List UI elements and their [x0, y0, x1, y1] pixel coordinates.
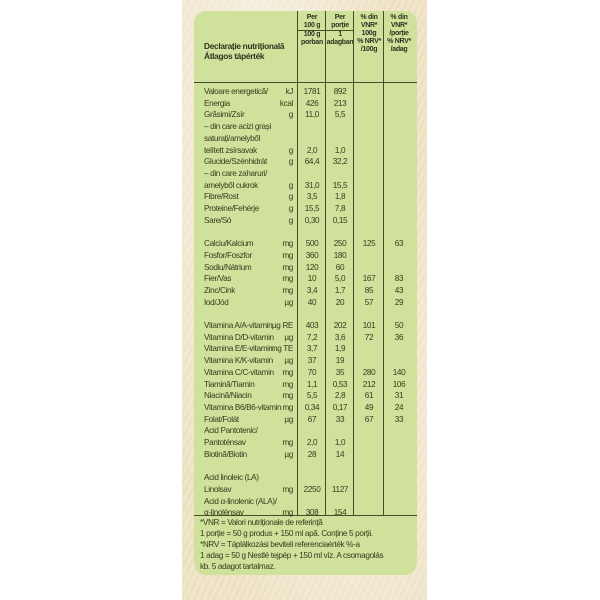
value-per-portion: 154 — [333, 508, 347, 518]
nutrient-label: Linolsav — [204, 484, 232, 494]
value-per-portion: 60 — [335, 262, 345, 272]
header-nrv-portion: % din VNR* /porție % NRV* /adag — [387, 14, 411, 53]
value-per-100g: 1781 — [303, 87, 321, 96]
table-row — [194, 204, 417, 214]
value-per-100g: 67 — [307, 414, 317, 424]
nrv-per-portion: 63 — [394, 239, 404, 249]
nutrient-unit: mg — [282, 391, 293, 401]
nutrient-label: Valoare energetică/ — [204, 87, 268, 96]
nutrient-label: Acid α-linolenic (ALA)/ — [204, 496, 277, 506]
nrv-per-100g: 72 — [364, 332, 374, 342]
nutrient-unit: µg — [284, 297, 293, 307]
nutrient-unit: g — [288, 215, 293, 225]
nutrient-label: Pantoténsav — [204, 438, 246, 447]
value-per-portion: 32,2 — [332, 157, 348, 167]
value-per-portion: 2,8 — [334, 391, 346, 401]
value-per-100g: 3,7 — [306, 344, 318, 354]
nutrient-label: Folat/Folát — [204, 414, 239, 424]
footnote-portion-ro: 1 porție = 50 g produs + 150 ml apă. Conține 5 porții. — [200, 529, 373, 538]
table-row — [194, 298, 417, 308]
value-per-100g: 1,1 — [306, 379, 318, 389]
nutrient-unit: mg — [282, 484, 293, 494]
nrv-per-portion: 36 — [394, 332, 404, 342]
table-row — [194, 344, 417, 354]
table-row — [194, 438, 417, 448]
nutrient-label: Glucide/Szénhidrát — [204, 157, 267, 167]
table-row — [194, 99, 417, 109]
table-row — [194, 485, 417, 495]
value-per-100g: 2,0 — [306, 145, 318, 155]
footnote-nrv: *NRV = Táplálkozási beviteli referenciaérték %-a — [200, 540, 360, 549]
table-row — [194, 134, 417, 144]
value-per-100g: 15,5 — [304, 204, 320, 213]
value-per-portion: 0,15 — [332, 215, 348, 225]
value-per-100g: 3,5 — [306, 192, 318, 202]
nrv-per-portion: 43 — [394, 285, 404, 295]
nrv-per-100g: 49 — [364, 402, 374, 412]
title-romanian: Declarație nutrițională — [204, 41, 285, 51]
nrv-per-portion: 31 — [394, 391, 404, 401]
value-per-100g: 11,0 — [305, 110, 319, 120]
nrv-per-100g: 61 — [364, 391, 374, 401]
nutrient-label: α-linolénsav — [204, 508, 244, 518]
footnote-vnr: *VNR = Valori nutriționale de referință — [200, 518, 323, 527]
table-row — [194, 192, 417, 202]
table-row — [194, 461, 417, 471]
nutrient-label: Vitamina D/D-vitamin — [204, 332, 274, 342]
value-per-100g: 64,4 — [304, 157, 320, 167]
table-row — [194, 380, 417, 390]
value-per-portion: 0,53 — [332, 379, 348, 389]
nutrient-label: telített zsírsavak — [204, 145, 257, 155]
header-per-100g: Per 100 g 100 g porban — [298, 14, 326, 47]
table-row — [194, 333, 417, 343]
value-per-portion: 20 — [335, 297, 345, 307]
nrv-per-100g: 280 — [362, 367, 376, 377]
table-row — [194, 426, 417, 436]
table-row — [194, 239, 417, 249]
nutrient-unit: µg — [284, 414, 293, 424]
nutrient-unit: g — [288, 145, 293, 155]
value-per-100g: 403 — [305, 321, 319, 330]
nutrition-panel — [194, 11, 417, 575]
nutrient-label: Grăsimi/Zsír — [204, 110, 245, 120]
nutrient-unit: g — [288, 204, 293, 213]
table-row — [194, 450, 417, 460]
nutrient-unit: g — [288, 192, 293, 202]
nutrient-label: Vitamina E/E-vitamin — [204, 344, 273, 354]
nutrient-label: Vitamina B6/B6-vitamin — [204, 402, 282, 412]
nutrient-unit: mg — [282, 239, 293, 249]
value-per-portion: 15,5 — [332, 180, 348, 190]
nutrient-unit: mg — [282, 438, 293, 447]
value-per-100g: 308 — [305, 508, 319, 518]
table-row — [194, 403, 417, 413]
table-row — [194, 169, 417, 179]
nutrient-label: Biotină/Biotin — [204, 449, 247, 459]
nrv-per-100g: 67 — [364, 414, 374, 424]
value-per-100g: 40 — [307, 297, 317, 307]
nrv-per-100g: 212 — [362, 379, 376, 389]
value-per-portion: 14 — [335, 449, 345, 459]
nutrient-label: Iod/Jód — [204, 297, 229, 307]
value-per-100g: 0,30 — [304, 215, 320, 225]
table-row — [194, 122, 417, 132]
table-row — [194, 227, 417, 237]
nrv-per-portion: 140 — [392, 367, 406, 377]
table-row — [194, 356, 417, 366]
table-row — [194, 216, 417, 226]
value-per-100g: 2250 — [303, 484, 321, 494]
table-row — [194, 251, 417, 261]
table-row — [194, 110, 417, 120]
header-nrv-100g: % din VNR* 100g % NRV* /100g — [357, 14, 381, 53]
value-per-100g: 500 — [305, 239, 319, 249]
nrv-per-100g: 125 — [362, 239, 376, 249]
table-row — [194, 146, 417, 156]
table-row — [194, 181, 417, 191]
nrv-per-portion: 50 — [394, 321, 404, 330]
value-per-portion: 1,0 — [334, 438, 346, 447]
value-per-portion: 250 — [333, 239, 347, 249]
table-row — [194, 263, 417, 273]
value-per-portion: 892 — [333, 87, 347, 96]
value-per-portion: 5,5 — [334, 110, 346, 120]
table-row — [194, 415, 417, 425]
footnote-portion-hu: 1 adag = 50 g Nestlé tejpép + 150 ml víz. A csomagolás — [200, 551, 384, 560]
value-per-100g: 0,34 — [304, 402, 320, 412]
table-row — [194, 87, 417, 97]
table-row — [194, 286, 417, 296]
value-per-portion: 202 — [333, 321, 347, 330]
nutrient-unit: g — [288, 180, 293, 190]
nutrient-unit: µg RE — [271, 321, 293, 330]
value-per-100g: 360 — [305, 250, 319, 260]
nutrient-label: Fier/Vas — [204, 274, 232, 284]
footnote-package: kb. 5 adagot tartalmaz. — [200, 562, 276, 571]
nutrient-label: Proteine/Fehérje — [204, 204, 259, 213]
nutrient-label: Calciu/Kalcium — [204, 239, 254, 249]
nutrient-label: Vitamina A/A-vitamin — [204, 321, 273, 330]
value-per-portion: 1,8 — [334, 192, 346, 202]
table-row — [194, 274, 417, 284]
nutrient-unit: kcal — [279, 98, 293, 108]
nutrient-label: Acid linoleic (LA) — [204, 473, 259, 483]
nrv-per-portion: 24 — [394, 402, 404, 412]
nrv-per-portion: 29 — [394, 297, 404, 307]
nutrient-label: Tiamină/Tiamin — [204, 379, 255, 389]
value-per-100g: 120 — [305, 262, 319, 272]
value-per-portion: 35 — [335, 367, 345, 377]
nutrient-label: Zinc/Cink — [204, 285, 235, 295]
nutrient-label: Acid Pantotenic/ — [204, 426, 258, 436]
value-per-100g: 5,5 — [306, 391, 318, 401]
nutrient-unit: mg — [282, 379, 293, 389]
header-per-portion: Per porție 1 adagban — [326, 14, 354, 46]
nutrient-label: Vitamina C/C-vitamin — [204, 367, 274, 377]
nutrient-label: Fosfor/Foszfor — [204, 250, 252, 260]
nutrient-unit: g — [288, 157, 293, 167]
value-per-portion: 7,8 — [334, 204, 346, 213]
value-per-portion: 0,17 — [332, 402, 348, 412]
nutrient-unit: mg TE — [270, 344, 293, 354]
value-per-portion: 1127 — [331, 484, 349, 494]
nrv-per-portion: 33 — [394, 414, 404, 424]
table-row — [194, 473, 417, 483]
value-per-portion: 3,6 — [334, 332, 346, 342]
nutrient-unit: mg — [282, 262, 293, 272]
nrv-per-100g: 57 — [364, 297, 374, 307]
value-per-portion: 1,7 — [334, 285, 346, 295]
title-hungarian: Átlagos tápérték — [204, 50, 265, 61]
nutrient-unit: mg — [282, 285, 293, 295]
value-per-portion: 1,9 — [334, 344, 346, 354]
nutrient-unit: mg — [282, 508, 293, 518]
value-per-100g: 31,0 — [304, 180, 320, 190]
nutrient-unit: g — [288, 110, 293, 120]
nrv-per-100g: 101 — [362, 321, 376, 330]
nutrient-unit: kJ — [285, 87, 293, 96]
nrv-per-portion: 106 — [392, 379, 406, 389]
table-row — [194, 497, 417, 507]
nrv-per-100g: 85 — [364, 285, 374, 295]
table-row — [194, 391, 417, 401]
nutrient-label: – din care acizi grași — [204, 122, 271, 132]
table-row — [194, 157, 417, 167]
value-per-100g: 426 — [305, 98, 319, 108]
nutrient-label: Sodiu/Nátrium — [204, 262, 252, 272]
nutrient-label: – din care zaharuri/ — [204, 168, 268, 178]
nutrient-label: amelyből cukrok — [204, 180, 258, 190]
value-per-portion: 19 — [335, 356, 345, 366]
nutrient-unit: mg — [282, 367, 293, 377]
nutrient-unit: mg — [282, 274, 293, 284]
value-per-portion: 5,0 — [334, 274, 346, 284]
nutrient-unit: µg — [284, 332, 293, 342]
table-title — [204, 42, 292, 61]
nutrient-label: Vitamina K/K-vitamin — [204, 356, 273, 366]
footnotes — [194, 515, 417, 575]
value-per-100g: 70 — [307, 367, 317, 377]
value-per-portion: 180 — [333, 250, 347, 260]
value-per-100g: 37 — [307, 356, 317, 366]
value-per-100g: 28 — [307, 449, 317, 459]
value-per-100g: 10 — [307, 274, 317, 284]
value-per-100g: 3,4 — [306, 285, 318, 295]
nrv-per-100g: 167 — [362, 274, 376, 284]
nutrient-unit: µg — [284, 356, 293, 366]
value-per-portion: 1,0 — [334, 145, 346, 155]
nutrient-unit: µg — [284, 449, 293, 459]
nutrient-label: saturați/amelyből — [204, 133, 260, 143]
value-per-portion: 213 — [333, 98, 347, 108]
nrv-per-portion: 83 — [394, 274, 404, 284]
table-row — [194, 309, 417, 319]
nutrient-unit: mg — [282, 250, 293, 260]
table-row — [194, 321, 417, 331]
value-per-100g: 2,0 — [306, 438, 318, 447]
nutrient-label: Fibre/Rost — [204, 192, 239, 202]
table-row — [194, 368, 417, 378]
nutrient-label: Niacină/Niacin — [204, 391, 252, 401]
nutrient-label: Sare/Só — [204, 215, 232, 225]
value-per-100g: 7,2 — [306, 332, 318, 342]
nutrient-label: Energia — [204, 98, 230, 108]
value-per-portion: 33 — [335, 414, 345, 424]
nutrient-unit: mg — [282, 402, 293, 412]
